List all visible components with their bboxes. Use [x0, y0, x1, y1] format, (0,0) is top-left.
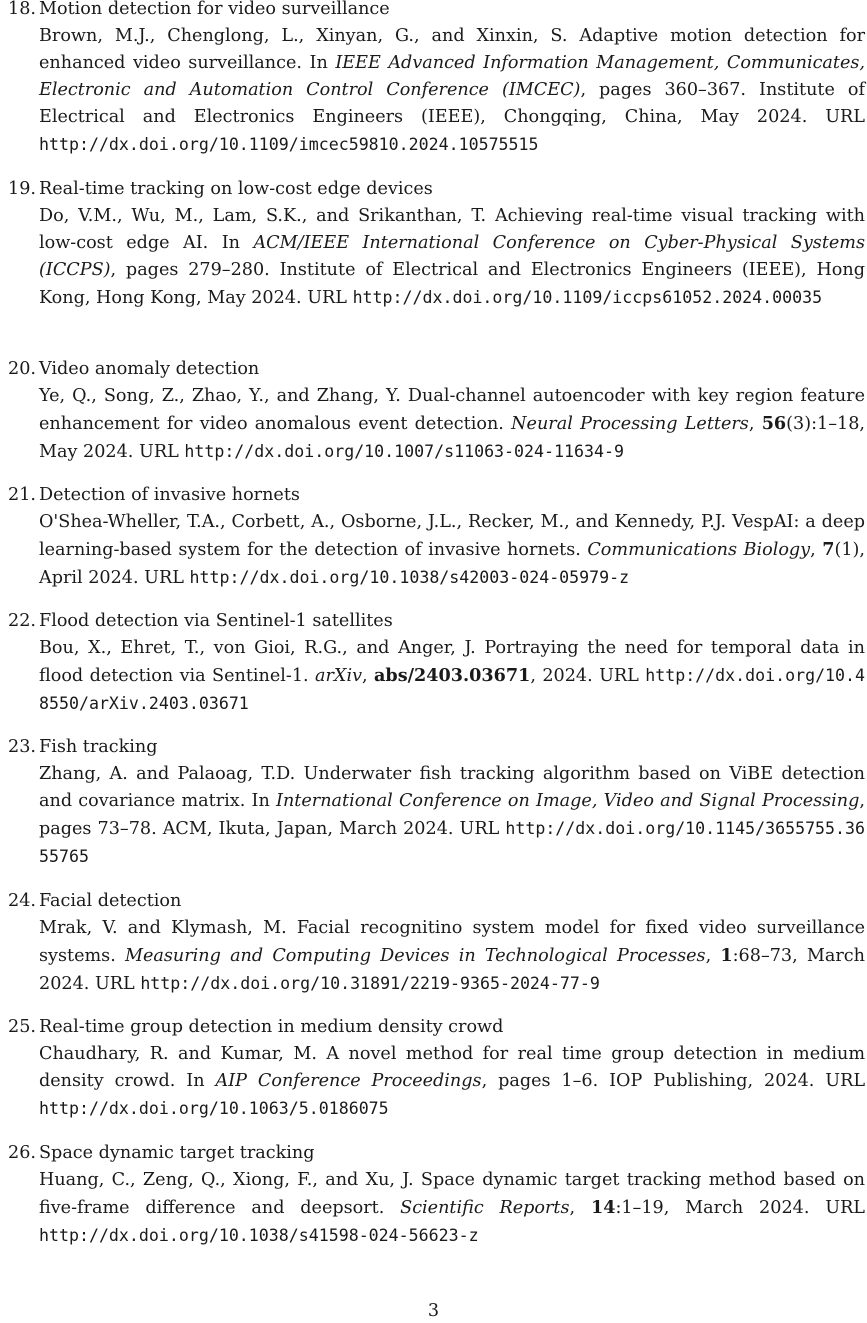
entry-venue: AIP Conference Proceedings — [215, 1071, 482, 1091]
entry-details: , pages 360–367. Institute of Electrical and Electronics Engineers (IEEE), Chongqing, China, May 2024. URL — [39, 80, 865, 127]
entry-url-link[interactable]: http://dx.doi.org/10.1063/5.0186075 — [39, 1099, 389, 1118]
entry-url-link[interactable]: http://dx.doi.org/10.1038/s42003-024-05979-z — [189, 568, 630, 587]
entry-title: Achieving real-time visual tracking with low-cost edge AI. — [39, 206, 865, 253]
entry-number: 19. — [8, 179, 36, 199]
entry-venue: Neural Processing Letters — [511, 414, 749, 434]
entry-number: 25. — [8, 1017, 36, 1037]
entry-venue: Measuring and Computing Devices in Technological Processes — [124, 946, 706, 966]
entry-venue: Scientific Reports — [400, 1198, 570, 1218]
entry-authors: O'Shea-Wheller, T.A., Corbett, A., Osborne, J.L., Recker, M., and Kennedy, P.J. — [39, 512, 727, 532]
entry-topic: Real-time tracking on low-cost edge devices — [39, 179, 433, 199]
entry-topic: Flood detection via Sentinel-1 satellites — [39, 611, 393, 631]
entry-details: (1), April 2024. URL — [39, 540, 865, 588]
entry-number: 22. — [8, 611, 36, 631]
reference-entry — [8, 0, 865, 159]
reference-entry — [8, 356, 865, 466]
page-number: 3 — [427, 1301, 440, 1321]
entry-topic: Motion detection for video surveillance — [39, 0, 390, 19]
entry-authors: Mrak, V. and Klymash, M. — [39, 918, 287, 938]
entry-topic: Fish tracking — [39, 737, 158, 757]
entry-url-link[interactable]: http://dx.doi.org/10.1109/imcec59810.2024.10575515 — [39, 135, 539, 154]
entry-number: 26. — [8, 1143, 36, 1163]
entry-authors: Zhang, A. and Palaoag, T.D. — [39, 764, 296, 784]
entry-number: 23. — [8, 737, 36, 757]
entry-number: 24. — [8, 891, 36, 911]
reference-entry — [8, 1140, 865, 1250]
entry-volume: abs/2403.03671 — [374, 665, 531, 686]
entry-number: 20. — [8, 359, 36, 379]
entry-sep: , — [748, 414, 755, 434]
entry-topic: Facial detection — [39, 891, 182, 911]
entry-details: :68–73, March 2024. URL — [39, 946, 865, 994]
entry-url-link[interactable]: http://dx.doi.org/10.48550/arXiv.2403.03671 — [39, 666, 866, 713]
entry-authors: Huang, C., Zeng, Q., Xiong, F., and Xu, J. — [39, 1170, 414, 1190]
entry-topic: Space dynamic target tracking — [39, 1143, 315, 1163]
entry-authors: Bou, X., Ehret, T., von Gioi, R.G., and Anger, J. — [39, 638, 476, 658]
entry-details: , pages 279–280. Institute of Electrical and Electronics Engineers (IEEE), Hong Kong, Hong Kong, May 2024. URL — [39, 260, 865, 308]
entry-authors: Chaudhary, R. and Kumar, M. — [39, 1044, 317, 1064]
entry-title: Portraying the need for temporal data in flood detection via Sentinel-1. — [39, 638, 866, 686]
entry-number: 18. — [8, 0, 36, 19]
entry-volume: 56 — [761, 413, 787, 434]
entry-venue: ACM/IEEE International Conference on Cyber-Physical Systems (ICCPS) — [39, 233, 866, 280]
entry-pre-venue: In — [309, 53, 328, 73]
entry-pre-venue: In — [186, 1071, 205, 1091]
entry-number: 21. — [8, 485, 36, 505]
entry-sep: , — [705, 946, 712, 966]
entry-venue: arXiv — [315, 666, 363, 686]
entry-venue: International Conference on Image, Video and Signal Processing — [276, 791, 860, 811]
reference-entry — [8, 608, 865, 718]
entry-pre-venue: In — [251, 791, 270, 811]
reference-entry — [8, 734, 865, 871]
entry-pre-venue: In — [221, 233, 240, 253]
entry-sep: , — [362, 666, 368, 686]
entry-details: , 2024. URL — [530, 666, 639, 686]
entry-volume: 1 — [720, 945, 733, 966]
reference-entry — [8, 1014, 865, 1123]
reference-entry — [8, 482, 865, 592]
entry-title: Facial recognitino system model for fixed video surveillance systems. — [39, 918, 865, 966]
entry-title: Space dynamic target tracking method based on five-frame difference and deepsort. — [39, 1170, 865, 1218]
entry-details: :1–19, March 2024. URL — [615, 1198, 865, 1218]
entry-venue: IEEE Advanced Information Management, Communicates, Electronic and Automation Control Conference (IMCEC) — [39, 53, 866, 100]
entry-url-link[interactable]: http://dx.doi.org/10.1109/iccps61052.2024.00035 — [352, 288, 823, 307]
entry-title: Dual-channel autoencoder with key region feature enhancement for video anomalous event detection. — [39, 386, 865, 434]
entry-venue: Communications Biology — [587, 540, 811, 560]
entry-url-link[interactable]: http://dx.doi.org/10.1038/s41598-024-56623-z — [39, 1226, 479, 1245]
entry-volume: 14 — [590, 1197, 616, 1218]
reference-entry — [8, 176, 865, 312]
entry-authors: Do, V.M., Wu, M., Lam, S.K., and Srikanthan, T. — [39, 206, 487, 226]
entry-authors: Brown, M.J., Chenglong, L., Xinyan, G., and Xinxin, S. — [39, 26, 568, 46]
entry-details: , pages 73–78. ACM, Ikuta, Japan, March 2024. URL — [39, 791, 865, 839]
entry-title: VespAI: a deep learning-based system for the detection of invasive hornets. — [39, 512, 865, 560]
entry-url-link[interactable]: http://dx.doi.org/10.31891/2219-9365-2024-77-9 — [140, 974, 600, 993]
entry-volume: 7 — [822, 539, 835, 560]
entry-topic: Video anomaly detection — [39, 359, 260, 379]
entry-authors: Ye, Q., Song, Z., Zhao, Y., and Zhang, Y. — [39, 386, 401, 406]
reference-entry — [8, 888, 865, 998]
entry-url-link[interactable]: http://dx.doi.org/10.1007/s11063-024-11634-9 — [184, 442, 624, 461]
entry-details: (3):1–18, May 2024. URL — [39, 414, 865, 462]
entry-topic: Real-time group detection in medium density crowd — [39, 1017, 504, 1037]
entry-title: Adaptive motion detection for enhanced video surveillance. — [39, 26, 866, 73]
entry-title: A novel method for real time group detection in medium density crowd. — [39, 1044, 866, 1091]
entry-sep: , — [810, 540, 816, 560]
entry-sep: , — [569, 1198, 576, 1218]
entry-topic: Detection of invasive hornets — [39, 485, 300, 505]
entry-details: , pages 1–6. IOP Publishing, 2024. URL — [481, 1071, 866, 1091]
entry-url-link[interactable]: http://dx.doi.org/10.1145/3655755.3655765 — [39, 819, 866, 866]
entry-title: Underwater fish tracking algorithm based on ViBE detection and covariance matrix. — [39, 764, 866, 811]
